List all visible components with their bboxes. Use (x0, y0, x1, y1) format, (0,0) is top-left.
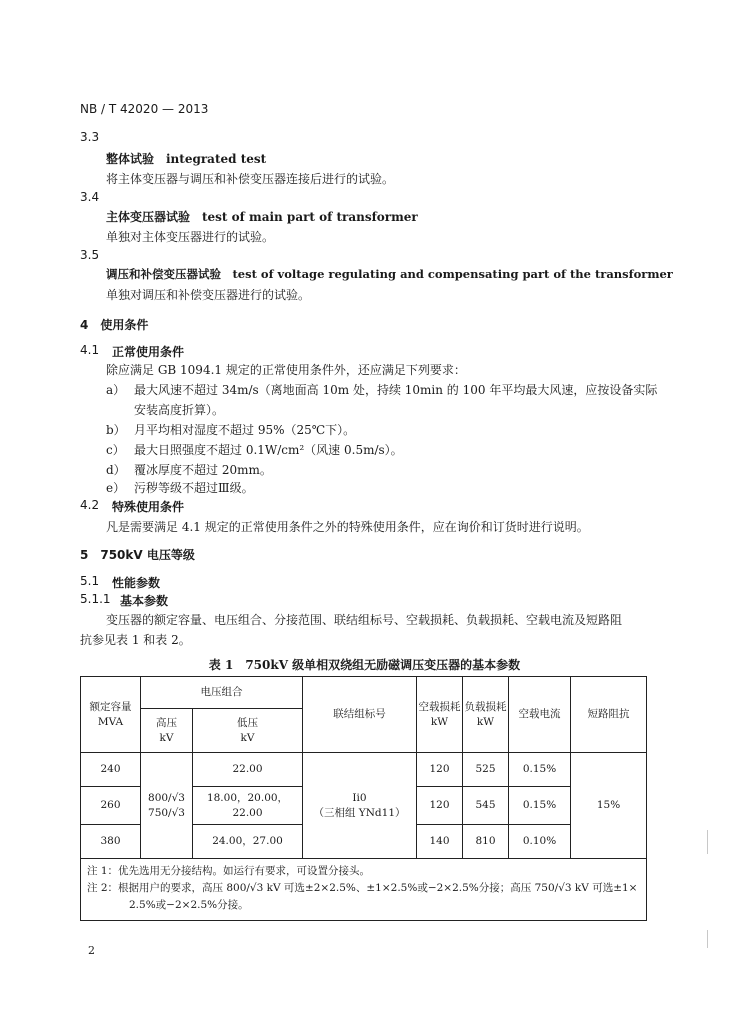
cell-load-loss: 810 (463, 825, 509, 859)
cell-capacity: 240 (81, 753, 141, 787)
list-item-d-text: 覆冰厚度不超过 20mm。 (134, 463, 272, 477)
header-connection: 联结组标号 (303, 677, 417, 753)
header-impedance: 短路阻抗 (571, 677, 647, 753)
list-item-d-mark: d） (106, 463, 126, 477)
cell-connection: Ii0 （三相组 YNd11） (303, 753, 417, 859)
section-4-title: 4 使用条件 (80, 318, 149, 332)
section-3-3-number: 3.3 (80, 130, 100, 144)
cell-load-loss: 545 (463, 787, 509, 825)
section-3-4-body: 单独对主体变压器进行的试验。 (106, 230, 275, 244)
scan-artifact (707, 930, 708, 948)
section-5-1-1-body-continued: 抗参见表 1 和表 2。 (80, 633, 191, 647)
list-item-a-continued: 安装高度折算）。 (134, 403, 225, 417)
section-4-1-number: 4.1 (80, 343, 100, 357)
section-4-2-number: 4.2 (80, 498, 100, 512)
list-item-a-text: 最大风速不超过 34m/s（离地面高 10m 处，持续 10min 的 100 年平均最大风速，应按设备实际 (134, 383, 658, 397)
section-5-1-title: 性能参数 (112, 576, 161, 590)
section-4-1-title: 正常使用条件 (112, 345, 185, 359)
cell-noload-current: 0.15% (509, 787, 571, 825)
section-5-1-1-title: 基本参数 (120, 594, 169, 608)
section-4-2-title: 特殊使用条件 (112, 500, 185, 514)
standard-number: NB / T 42020 — 2013 (80, 102, 209, 116)
section-5-title: 5 750kV 电压等级 (80, 548, 195, 562)
list-item-b-mark: b） (106, 423, 126, 437)
header-load-loss: 负载损耗 kW (463, 677, 509, 753)
cell-noload-loss: 140 (417, 825, 463, 859)
cell-noload-current: 0.10% (509, 825, 571, 859)
section-3-3-title: 整体试验 integrated test (106, 152, 267, 166)
header-capacity: 额定容量 MVA (81, 677, 141, 753)
section-4-1-intro: 除应满足 GB 1094.1 规定的正常使用条件外，还应满足下列要求： (106, 363, 466, 377)
list-item-e-text: 污秽等级不超过Ⅲ级。 (134, 481, 254, 495)
section-3-5-title: 调压和补偿变压器试验 test of voltage regulating and compensating part of the transformer (106, 267, 673, 281)
list-item-c-text: 最大日照强度不超过 0.1W/cm²（风速 0.5m/s）。 (134, 443, 403, 457)
cell-capacity: 380 (81, 825, 141, 859)
cell-noload-loss: 120 (417, 753, 463, 787)
table-note-2: 注 2：根据用户的要求，高压 800/√3 kV 可选±2×2.5%、±1×2.5%或−2×2.5%分接；高压 750/√3 kV 可选±1× (87, 882, 638, 894)
section-5-1-number: 5.1 (80, 574, 100, 588)
table-caption: 表 1 750kV 级单相双绕组无励磁调压变压器的基本参数 (208, 658, 521, 672)
section-3-5-body: 单独对调压和补偿变压器进行的试验。 (106, 288, 311, 302)
cell-lv: 18.00，20.00，22.00 (193, 787, 303, 825)
list-item-b-text: 月平均相对湿度不超过 95%（25℃下）。 (134, 423, 356, 437)
cell-hv: 800/√3 750/√3 (141, 753, 193, 859)
cell-capacity: 260 (81, 787, 141, 825)
table-note-2-continued: 2.5%或−2×2.5%分接。 (129, 899, 249, 911)
cell-load-loss: 525 (463, 753, 509, 787)
section-5-1-1-body: 变压器的额定容量、电压组合、分接范围、联结组标号、空载损耗、负载损耗、空载电流及短路阻 (106, 613, 623, 627)
list-item-a-mark: a） (106, 383, 126, 397)
header-noload-current: 空载电流 (509, 677, 571, 753)
cell-impedance: 15% (571, 753, 647, 859)
header-noload-loss: 空载损耗 kW (417, 677, 463, 753)
section-5-1-1-number: 5.1.1 (80, 592, 111, 606)
table-note-1: 注 1：优先选用无分接结构。如运行有要求，可设置分接头。 (87, 865, 371, 877)
list-item-e-mark: e） (106, 481, 126, 495)
header-hv: 高压 kV (141, 709, 193, 753)
cell-noload-current: 0.15% (509, 753, 571, 787)
scan-artifact (707, 830, 708, 854)
section-3-4-number: 3.4 (80, 190, 100, 204)
list-item-c-mark: c） (106, 443, 125, 457)
section-3-3-body: 将主体变压器与调压和补偿变压器连接后进行的试验。 (106, 172, 395, 186)
section-3-5-number: 3.5 (80, 248, 100, 262)
table-notes (81, 859, 647, 921)
parameter-table (80, 676, 647, 921)
header-voltage-group: 电压组合 (141, 677, 303, 709)
section-4-2-body: 凡是需要满足 4.1 规定的正常使用条件之外的特殊使用条件，应在询价和订货时进行说明。 (106, 520, 589, 534)
header-lv: 低压 kV (193, 709, 303, 753)
page-number: 2 (88, 944, 95, 957)
cell-lv: 22.00 (193, 753, 303, 787)
section-3-4-title: 主体变压器试验 test of main part of transformer (106, 210, 418, 224)
table-row (81, 753, 647, 787)
cell-lv: 24.00，27.00 (193, 825, 303, 859)
cell-noload-loss: 120 (417, 787, 463, 825)
